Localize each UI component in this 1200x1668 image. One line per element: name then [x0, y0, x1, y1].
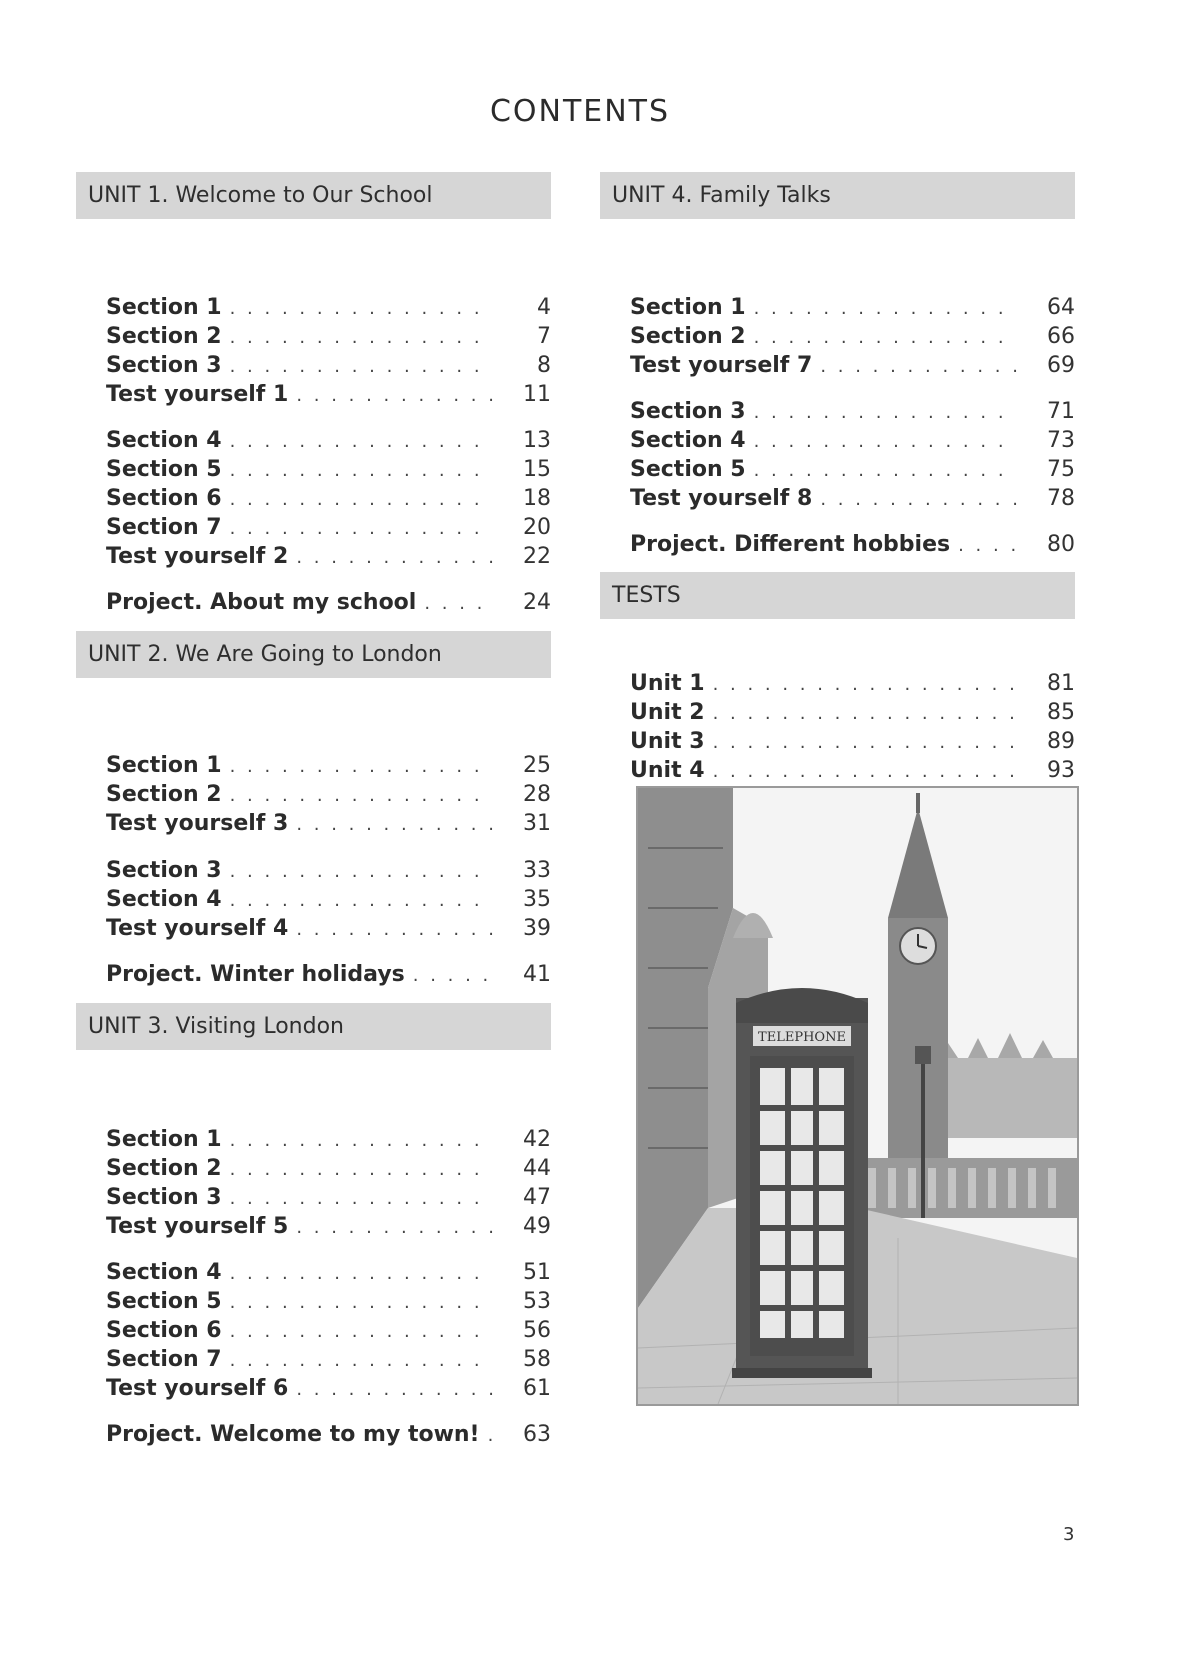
unit-4-header: UNIT 4. Family Talks: [600, 172, 1075, 219]
toc-entry[interactable]: [106, 484, 551, 513]
unit-4-block: [600, 172, 1075, 557]
toc-entry-label: Section 7: [106, 1347, 222, 1372]
dot-leader: [230, 752, 493, 781]
dot-leader: [713, 728, 1017, 757]
toc-entry-label: Section 5: [106, 457, 222, 482]
toc-entry-label: Section 2: [106, 1156, 222, 1181]
toc-entry-label: Section 5: [106, 1289, 222, 1314]
toc-entry-label: Test yourself 5: [106, 1214, 289, 1239]
toc-entry-page: 71: [1047, 399, 1075, 424]
toc-entry-page: 47: [523, 1185, 551, 1210]
toc-entry-label: Test yourself 4: [106, 916, 289, 941]
toc-entry-page: 56: [523, 1318, 551, 1343]
toc-entry[interactable]: [630, 322, 1075, 351]
dot-leader: [230, 1317, 493, 1346]
toc-entry-label: Section 4: [106, 428, 222, 453]
toc-entry-project[interactable]: [106, 960, 551, 989]
dot-leader: [488, 1421, 493, 1450]
dot-leader: [754, 456, 1017, 485]
toc-entry-label: Section 7: [106, 515, 222, 540]
toc-entry[interactable]: [630, 727, 1075, 756]
toc-entry-label: Section 4: [106, 887, 222, 912]
toc-entry[interactable]: [106, 542, 551, 571]
toc-entry-label: Section 1: [106, 753, 222, 778]
dot-leader: [230, 781, 493, 810]
toc-entry-page: 64: [1047, 295, 1075, 320]
toc-entry[interactable]: [630, 351, 1075, 380]
dot-leader: [958, 531, 1017, 560]
toc-entry[interactable]: [630, 669, 1075, 698]
dot-leader: [230, 514, 493, 543]
toc-entry-label: Section 5: [630, 457, 746, 482]
toc-entry-page: 11: [523, 382, 551, 407]
dot-leader: [424, 589, 493, 618]
dot-leader: [230, 857, 493, 886]
unit-1-block: [76, 172, 551, 615]
toc-entry[interactable]: [106, 1258, 551, 1287]
dot-leader: [230, 1346, 493, 1375]
dot-leader: [230, 456, 493, 485]
toc-entry[interactable]: [106, 914, 551, 943]
toc-entry-page: 53: [523, 1289, 551, 1314]
toc-entry[interactable]: [106, 1154, 551, 1183]
dot-leader: [230, 485, 493, 514]
dot-leader: [754, 323, 1017, 352]
toc-entry-page: 24: [523, 590, 551, 615]
toc-entry-page: 41: [523, 962, 551, 987]
toc-entry-label: Section 1: [630, 295, 746, 320]
toc-entry-label: Project. Welcome to my town!: [106, 1422, 480, 1447]
toc-entry-page: 63: [523, 1422, 551, 1447]
toc-entry-label: Test yourself 8: [630, 486, 813, 511]
toc-entry-project[interactable]: [106, 1420, 551, 1449]
toc-entry-label: Test yourself 2: [106, 544, 289, 569]
toc-entry-page: 75: [1047, 457, 1075, 482]
toc-entry-page: 22: [523, 544, 551, 569]
toc-entry-label: Unit 1: [630, 671, 705, 696]
toc-entry-label: Section 1: [106, 295, 222, 320]
unit-2-block: [76, 631, 551, 987]
toc-entry-page: 4: [537, 295, 551, 320]
dot-leader: [296, 915, 493, 944]
dot-leader: [230, 294, 493, 323]
toc-entry-label: Test yourself 1: [106, 382, 289, 407]
toc-entry-page: 28: [523, 782, 551, 807]
toc-entry[interactable]: [106, 885, 551, 914]
dot-leader: [230, 1288, 493, 1317]
toc-entry[interactable]: [106, 293, 551, 322]
toc-entry-page: 81: [1047, 671, 1075, 696]
toc-entry-label: Section 1: [106, 1127, 222, 1152]
toc-entry[interactable]: [106, 856, 551, 885]
dot-leader: [296, 381, 493, 410]
unit-3-header: UNIT 3. Visiting London: [76, 1003, 551, 1050]
toc-entry-label: Unit 3: [630, 729, 705, 754]
dot-leader: [230, 352, 493, 381]
dot-leader: [296, 1375, 493, 1404]
toc-entry[interactable]: [106, 1345, 551, 1374]
toc-entry[interactable]: [106, 426, 551, 455]
toc-entry-page: 15: [523, 457, 551, 482]
toc-entry-label: Test yourself 6: [106, 1376, 289, 1401]
toc-entry-page: 39: [523, 916, 551, 941]
toc-entry-page: 31: [523, 811, 551, 836]
dot-leader: [754, 427, 1017, 456]
toc-entry[interactable]: [630, 698, 1075, 727]
toc-entry[interactable]: [630, 484, 1075, 513]
toc-entry-page: 73: [1047, 428, 1075, 453]
london-photo: [636, 786, 1079, 1406]
dot-leader: [230, 1259, 493, 1288]
tests-header: TESTS: [600, 572, 1075, 619]
toc-entry-page: 42: [523, 1127, 551, 1152]
telephone-sign-text: TELEPHONE: [758, 1030, 846, 1045]
dot-leader: [296, 543, 493, 572]
toc-entry[interactable]: [106, 513, 551, 542]
toc-entry-page: 58: [523, 1347, 551, 1372]
toc-entry-label: Project. Winter holidays: [106, 962, 405, 987]
toc-entry-label: Test yourself 7: [630, 353, 813, 378]
toc-entry-label: Test yourself 3: [106, 811, 289, 836]
toc-entry-label: Unit 4: [630, 758, 705, 783]
toc-entry-page: 93: [1047, 758, 1075, 783]
dot-leader: [713, 757, 1017, 786]
dot-leader: [820, 352, 1017, 381]
toc-entry-page: 61: [523, 1376, 551, 1401]
toc-entry-label: Project. Different hobbies: [630, 532, 951, 557]
toc-entry-label: Project. About my school: [106, 590, 417, 615]
toc-entry-page: 44: [523, 1156, 551, 1181]
toc-entry-label: Section 3: [106, 858, 222, 883]
toc-entry[interactable]: [106, 780, 551, 809]
toc-entry-label: Section 3: [106, 1185, 222, 1210]
toc-entry-page: 33: [523, 858, 551, 883]
toc-entry-label: Section 2: [106, 324, 222, 349]
toc-entry-page: 69: [1047, 353, 1075, 378]
toc-entry[interactable]: [106, 380, 551, 409]
dot-leader: [820, 485, 1017, 514]
toc-entry[interactable]: [630, 426, 1075, 455]
toc-entry-page: 13: [523, 428, 551, 453]
toc-entry-project[interactable]: [630, 530, 1075, 559]
dot-leader: [230, 323, 493, 352]
dot-leader: [230, 886, 493, 915]
toc-entry[interactable]: [630, 455, 1075, 484]
toc-entry-label: Unit 2: [630, 700, 705, 725]
dot-leader: [230, 1184, 493, 1213]
toc-entry-page: 25: [523, 753, 551, 778]
toc-entry-page: 85: [1047, 700, 1075, 725]
toc-entry-page: 49: [523, 1214, 551, 1239]
toc-entry-page: 7: [537, 324, 551, 349]
toc-entry[interactable]: [106, 455, 551, 484]
tests-block: [600, 572, 1075, 783]
page-number: 3: [1063, 1524, 1075, 1545]
toc-entry-label: Section 4: [630, 428, 746, 453]
unit-1-header: UNIT 1. Welcome to Our School: [76, 172, 551, 219]
toc-entry-page: 78: [1047, 486, 1075, 511]
dot-leader: [754, 398, 1017, 427]
toc-entry-label: Section 3: [630, 399, 746, 424]
toc-entry-label: Section 4: [106, 1260, 222, 1285]
toc-entry[interactable]: [106, 809, 551, 838]
toc-entry-page: 51: [523, 1260, 551, 1285]
toc-entry-project[interactable]: [106, 588, 551, 617]
toc-entry[interactable]: [630, 756, 1075, 785]
toc-entry-page: 66: [1047, 324, 1075, 349]
toc-entry[interactable]: [106, 351, 551, 380]
toc-entry[interactable]: [106, 1287, 551, 1316]
toc-entry[interactable]: [106, 322, 551, 351]
toc-entry[interactable]: [106, 1374, 551, 1403]
dot-leader: [713, 670, 1017, 699]
toc-entry-label: Section 2: [630, 324, 746, 349]
toc-entry-page: 80: [1047, 532, 1075, 557]
dot-leader: [230, 1126, 493, 1155]
dot-leader: [296, 810, 493, 839]
dot-leader: [230, 1155, 493, 1184]
toc-entry-page: 18: [523, 486, 551, 511]
toc-entry[interactable]: [106, 1316, 551, 1345]
dot-leader: [230, 427, 493, 456]
toc-entry-label: Section 6: [106, 1318, 222, 1343]
toc-entry[interactable]: [630, 293, 1075, 322]
toc-entry-page: 89: [1047, 729, 1075, 754]
toc-entry-page: 20: [523, 515, 551, 540]
toc-entry[interactable]: [106, 751, 551, 780]
dot-leader: [413, 961, 493, 990]
toc-entry[interactable]: [106, 1125, 551, 1154]
dot-leader: [713, 699, 1017, 728]
unit-2-header: UNIT 2. We Are Going to London: [76, 631, 551, 678]
london-telephone-box-photo-icon: [638, 788, 1077, 1404]
dot-leader: [754, 294, 1017, 323]
toc-entry-page: 35: [523, 887, 551, 912]
toc-entry-label: Section 2: [106, 782, 222, 807]
toc-entry[interactable]: [630, 397, 1075, 426]
dot-leader: [296, 1213, 493, 1242]
toc-entry[interactable]: [106, 1183, 551, 1212]
toc-entry-page: 8: [537, 353, 551, 378]
page-title: CONTENTS: [489, 94, 671, 129]
toc-entry-label: Section 6: [106, 486, 222, 511]
toc-entry-label: Section 3: [106, 353, 222, 378]
unit-3-block: [76, 1003, 551, 1447]
toc-entry[interactable]: [106, 1212, 551, 1241]
